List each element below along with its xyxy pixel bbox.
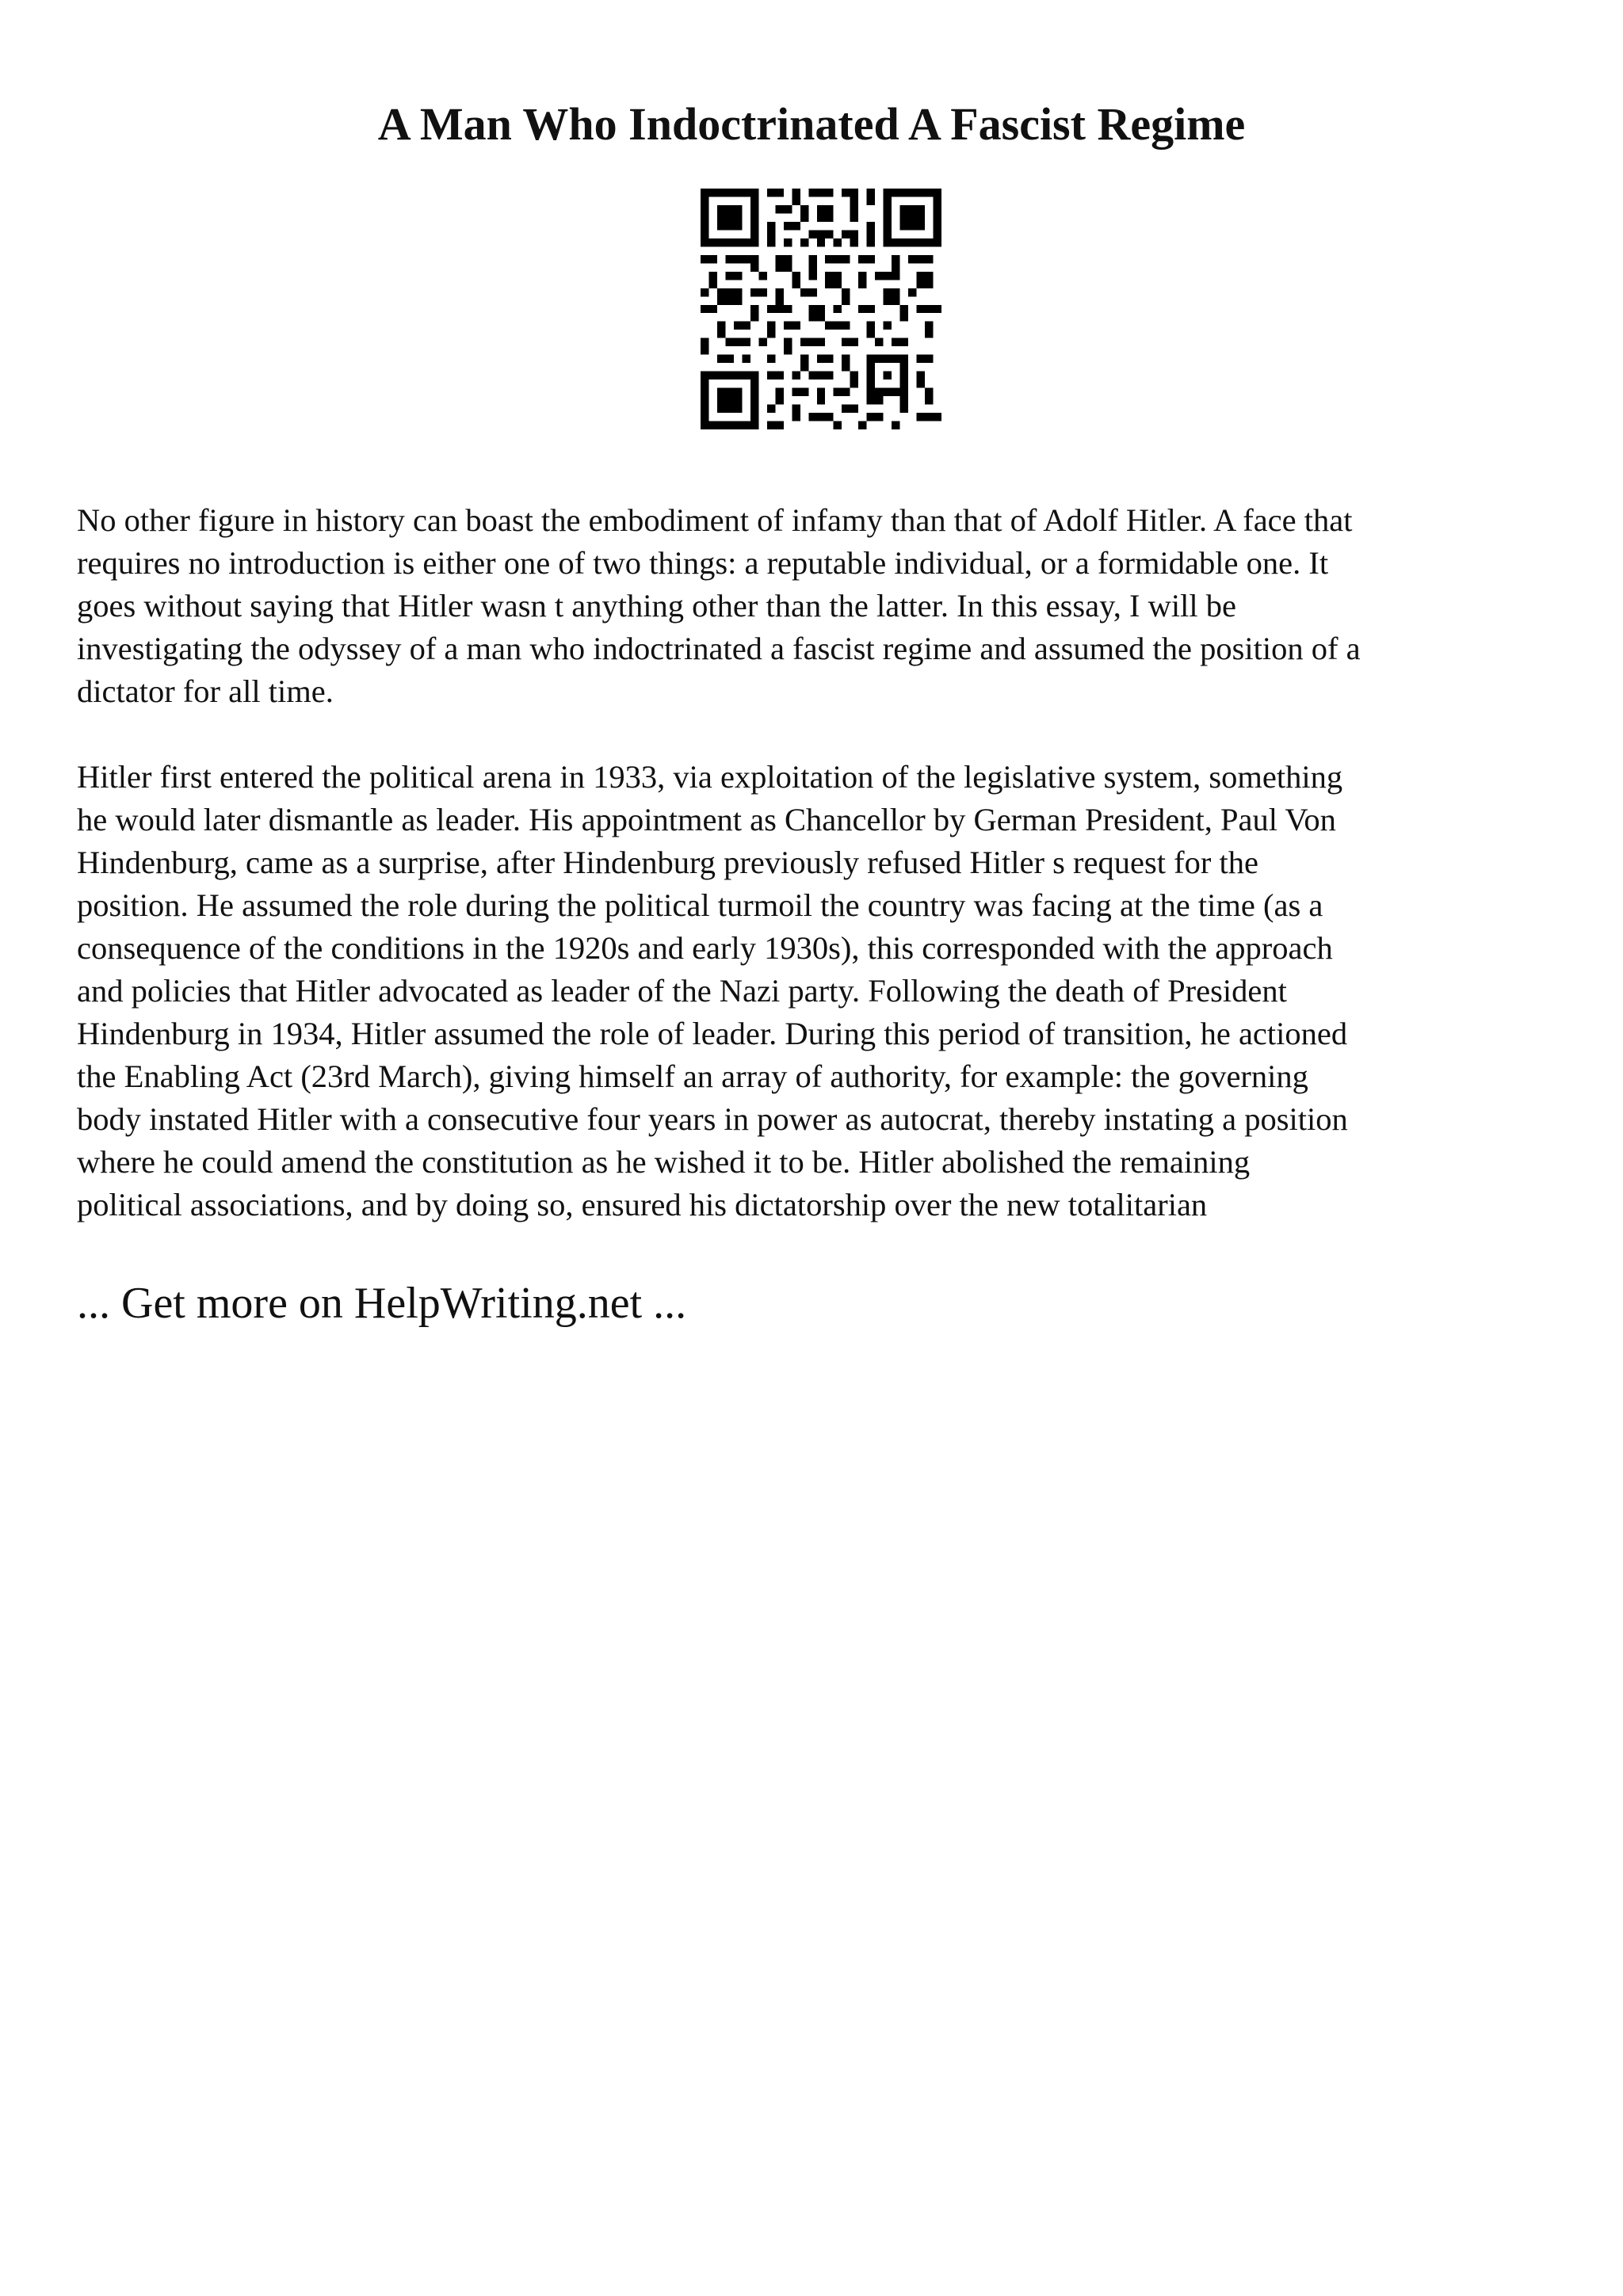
text-line: he would later dismantle as leader. His appointment as Chancellor by German President, Paul Von: [77, 802, 1336, 837]
text-line: body instated Hitler with a consecutive four years in power as autocrat, thereby instating a position: [77, 1101, 1348, 1137]
text-line: dictator for all time.: [77, 673, 334, 709]
text-line: the Enabling Act (23rd March), giving himself an array of authority, for example: the governing: [77, 1058, 1308, 1094]
text-line: Hindenburg, came as a surprise, after Hindenburg previously refused Hitler s request for the: [77, 845, 1258, 880]
text-line: No other figure in history can boast the embodiment of infamy than that of Adolf Hitler. A face that: [77, 502, 1353, 538]
document-title: A Man Who Indoctrinated A Fascist Regime: [377, 98, 1246, 150]
text-line: requires no introduction is either one of two things: a reputable individual, or a formidable one. It: [77, 545, 1329, 581]
text-line: consequence of the conditions in the 1920s and early 1930s), this corresponded with the approach: [77, 930, 1333, 966]
text-line: where he could amend the constitution as he wished it to be. Hitler abolished the remaining: [77, 1144, 1251, 1180]
get-more-link[interactable]: ... Get more on HelpWriting.net ...: [77, 1279, 687, 1328]
text-line: investigating the odyssey of a man who indoctrinated a fascist regime and assumed the position of a: [77, 631, 1361, 666]
text-line: and policies that Hitler advocated as leader of the Nazi party. Following the death of President: [77, 973, 1287, 1009]
text-line: position. He assumed the role during the political turmoil the country was facing at the time (as a: [77, 887, 1323, 923]
paragraph-history: [77, 756, 1565, 1226]
text-line: Hitler first entered the political arena in 1933, via exploitation of the legislative system, something: [77, 759, 1343, 795]
qr-code-icon: [701, 189, 941, 429]
essay-body: [77, 499, 1565, 1269]
text-line: political associations, and by doing so, ensured his dictatorship over the new totalitarian: [77, 1187, 1208, 1222]
text-line: Hindenburg in 1934, Hitler assumed the role of leader. During this period of transition, he actioned: [77, 1016, 1348, 1051]
paragraph-intro: [77, 499, 1565, 713]
text-line: goes without saying that Hitler wasn t anything other than the latter. In this essay, I will be: [77, 588, 1236, 624]
